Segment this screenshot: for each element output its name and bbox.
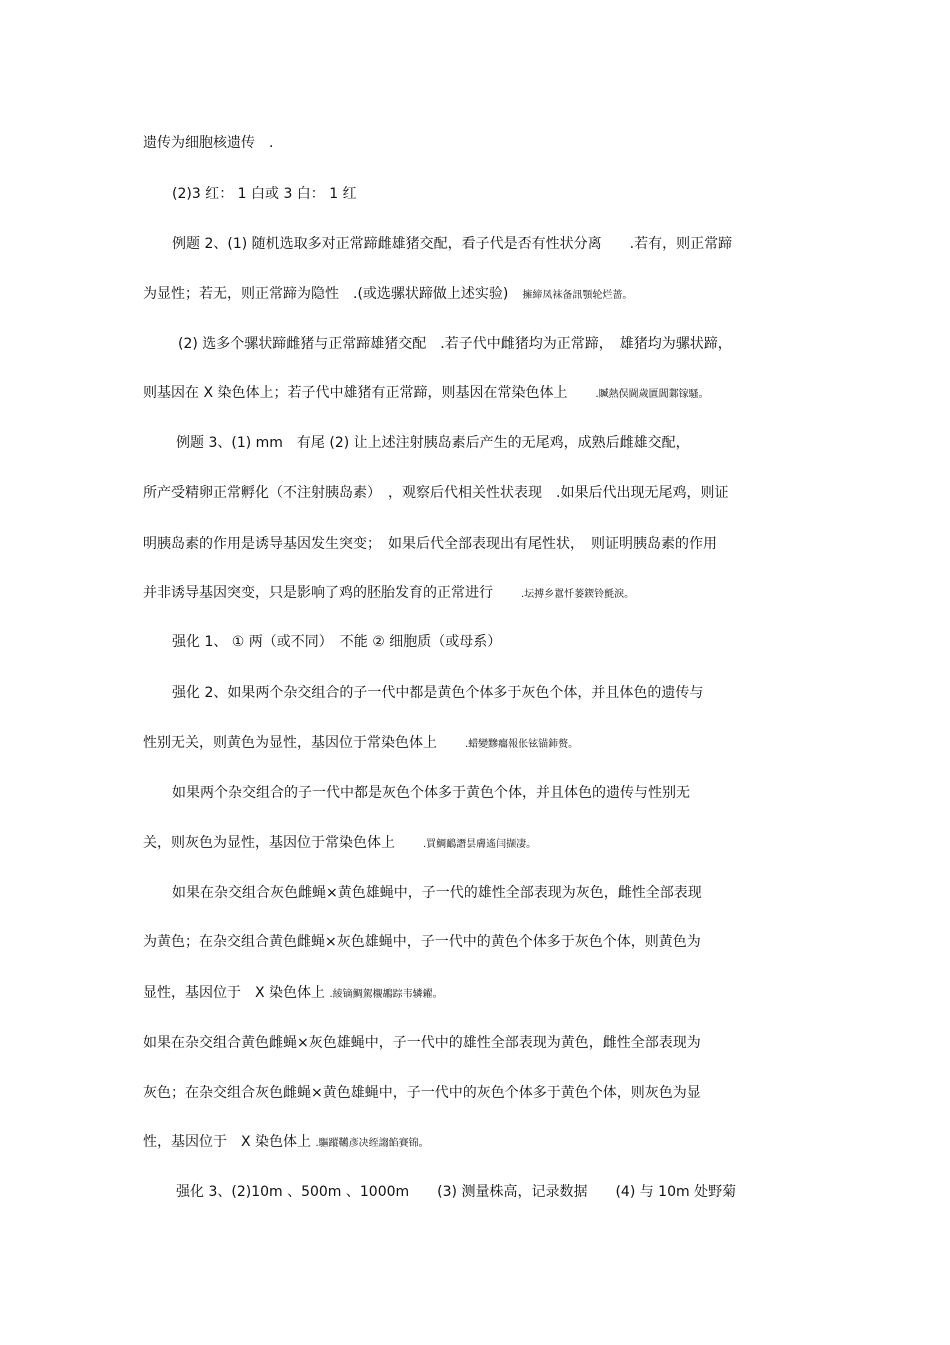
- line-text: 明胰岛素的作用是诱导基因发生突变； 如果后代全部表现出有尾性状， 则证明胰岛素的作用: [143, 536, 717, 552]
- text-line-11: [172, 632, 501, 652]
- line-text: 如果在杂交组合黄色雌蝇×灰色雄蝇中，子一代中的雄性全部表现为黄色，雌性全部表现为: [143, 1035, 701, 1051]
- text-line-10: [143, 583, 634, 605]
- text-line-20: [143, 1083, 701, 1103]
- text-line-15: [143, 833, 536, 855]
- line-text: (2) 选多个骡状蹄雌猪与正常蹄雄猪交配 .若子代中雌猪均为正常蹄， 雄猪均为骡状蹄，: [178, 336, 732, 352]
- text-line-16: [172, 883, 702, 903]
- line-tail-text: .綾镝鯛駕櫬鶘踪韦辚糴。: [329, 989, 443, 1000]
- line-text: 为黄色；在杂交组合黄色雌蝇×灰色雄蝇中，子一代中的黄色个体多于灰色个体，则黄色为: [143, 934, 701, 950]
- text-line-9: [143, 534, 717, 554]
- text-line-21: [143, 1132, 429, 1154]
- text-line-17: [143, 932, 701, 952]
- text-line-7: [176, 433, 690, 453]
- line-text: 并非诱导基因突变，只是影响了鸡的胚胎发育的正常进行: [143, 585, 521, 601]
- line-text: 则基因在 X 染色体上；若子代中雄猪有正常蹄，则基因在常染色体上: [143, 385, 596, 401]
- text-line-3: [172, 234, 732, 254]
- line-tail-text: .蜡變黲癟報伥铉锚鈰赘。: [465, 739, 579, 750]
- line-tail-text: .買鯛鴯譖昙膚遙闫撷凄。: [423, 839, 537, 850]
- line-text: 显性，基因位于 X 染色体上: [143, 985, 330, 1001]
- line-text: 如果两个杂交组合的子一代中都是灰色个体多于黄色个体，并且体色的遗传与性别无: [172, 785, 690, 801]
- line-text: (2)3 红： 1 白或 3 白： 1 红: [172, 186, 357, 202]
- line-text: 例题 3、(1) mm 有尾 (2) 让上述注射胰岛素后产生的无尾鸡，成熟后雌雄交配，: [176, 435, 690, 451]
- line-text: 如果在杂交组合灰色雌蝇×黄色雄蝇中，子一代的雄性全部表现为灰色，雌性全部表现: [172, 885, 702, 901]
- text-line-8: [143, 483, 728, 503]
- text-line-18: [143, 983, 443, 1005]
- line-tail-text: 擁締凤袜备訊顎轮烂蔷。: [522, 290, 633, 301]
- text-line-5: [178, 334, 732, 354]
- line-text: 强化 2、如果两个杂交组合的子一代中都是黄色个体多于灰色个体，并且体色的遗传与: [172, 685, 704, 701]
- line-tail-text: .贓熱俣閫歲匱閶鄴镓騷。: [595, 389, 709, 400]
- line-text: 性，基因位于 X 染色体上: [143, 1134, 316, 1150]
- text-line-19: [143, 1033, 701, 1053]
- text-line-6: [143, 383, 709, 405]
- text-line-12: [172, 683, 703, 703]
- line-text: 强化 1、 ① 两（或不同） 不能 ② 细胞质（或母系）: [172, 634, 502, 650]
- text-line-14: [172, 783, 690, 803]
- text-line-1: [143, 133, 273, 153]
- line-tail-text: .驅蹤韉彥决绖謅餡賽锦。: [315, 1138, 429, 1149]
- line-text: 强化 3、(2)10m 、500m 、1000m (3) 测量株高，记录数据 (4) 与 10m 处野菊: [176, 1184, 737, 1200]
- line-text: 例题 2、(1) 随机选取多对正常蹄雌雄猪交配，看子代是否有性状分离 .若有，则正常蹄: [172, 236, 733, 252]
- line-text: 关，则灰色为显性，基因位于常染色体上: [143, 835, 423, 851]
- line-text: 性别无关，则黄色为显性，基因位于常染色体上: [143, 735, 465, 751]
- line-text: 灰色；在杂交组合灰色雌蝇×黄色雄蝇中，子一代中的灰色个体多于黄色个体，则灰色为显: [143, 1085, 701, 1101]
- line-text: 为显性；若无，则正常蹄为隐性 .(或选骡状蹄做上述实验): [143, 286, 523, 302]
- text-line-22: [176, 1182, 736, 1202]
- line-text: 所产受精卵正常孵化（不注射胰岛素） ，观察后代相关性状表现 .如果后代出现无尾鸡，则证: [143, 485, 729, 501]
- line-text: 遗传为细胞核遗传 .: [143, 135, 274, 151]
- line-tail-text: .坛搏乡囂忏蒌鍥铃氈淚。: [521, 589, 635, 600]
- text-line-4: [143, 284, 632, 306]
- text-line-2: [172, 184, 357, 204]
- text-line-13: [143, 733, 578, 755]
